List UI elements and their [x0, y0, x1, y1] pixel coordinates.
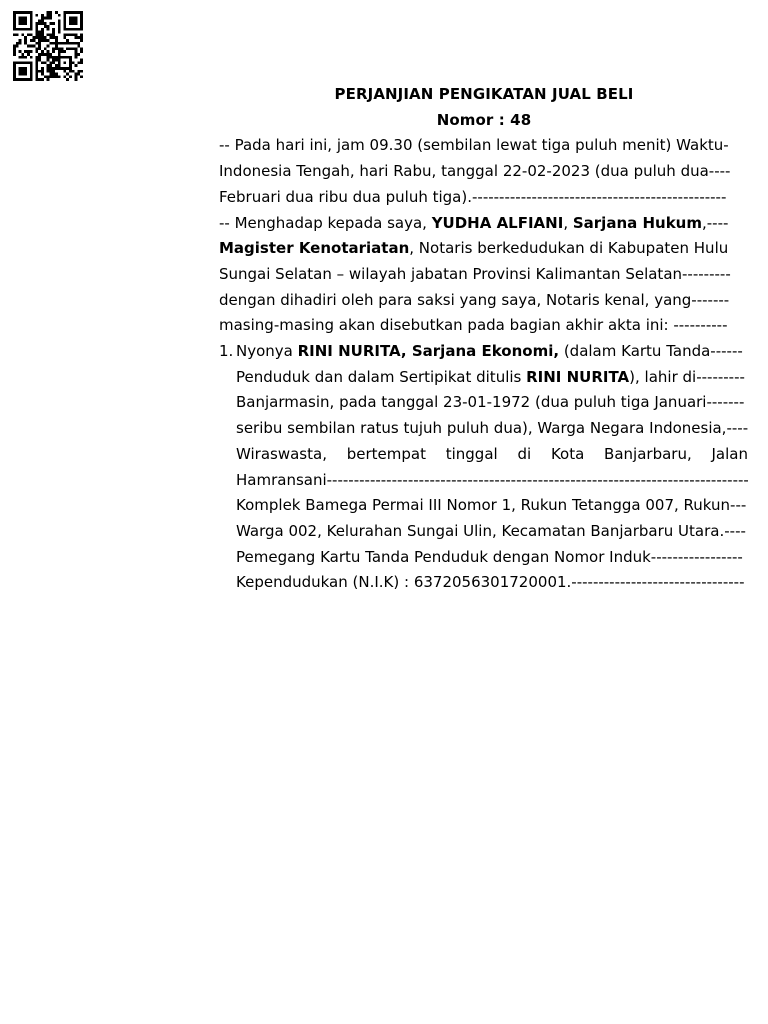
party-line-7: Komplek Bamega Permai III Nomor 1, Rukun Tetangga 007, Rukun--- [236, 496, 747, 515]
appearance-line-3: Sungai Selatan – wilayah jabatan Provinsi Kalimantan Selatan--------- [219, 264, 731, 283]
opening-line-1: -- Pada hari ini, jam 09.30 (sembilan lewat tiga puluh menit) Waktu- [219, 136, 729, 155]
party-item-1 [219, 339, 748, 596]
document-title: PERJANJIAN PENGIKATAN JUAL BELI [334, 85, 634, 103]
party-line-1: Nyonya RINI NURITA, Sarjana Ekonomi, (dalam Kartu Tanda------ [236, 342, 743, 361]
notary-name: YUDHA ALFIANI [431, 213, 564, 232]
appearance-line-2: Magister Kenotariatan, Notaris berkedudukan di Kabupaten Hulu [219, 239, 729, 258]
notary-degree-2: Magister Kenotariatan [219, 239, 410, 258]
party-number: 1. [219, 342, 234, 361]
opening-line-3: Februari dua ribu dua puluh tiga).----------------------------------------------- [219, 187, 727, 206]
document-number: Nomor : 48 [436, 110, 532, 129]
party-line-9: Pemegang Kartu Tanda Penduduk dengan Nomor Induk----------------- [236, 547, 743, 566]
appearance-line-4: dengan dihadiri oleh para saksi yang saya, Notaris kenal, yang------- [219, 290, 730, 309]
party-name: RINI NURITA, Sarjana Ekonomi, [297, 342, 560, 361]
notary-degree: Sarjana Hukum [572, 213, 702, 232]
party-line-3: Banjarmasin, pada tanggal 23-01-1972 (dua puluh tiga Januari------- [236, 393, 745, 412]
opening-line-2: Indonesia Tengah, hari Rabu, tanggal 22-02-2023 (dua puluh dua---- [219, 162, 731, 181]
party-line-5: Wiraswasta, bertempat tinggal di Kota Banjarbaru, Jalan [236, 444, 748, 463]
appearance-line-1: -- Menghadap kepada saya, YUDHA ALFIANI, Sarjana Hukum,---- [219, 213, 729, 232]
party-line-8: Warga 002, Kelurahan Sungai Ulin, Kecamatan Banjarbaru Utara.---- [236, 521, 746, 540]
deed-document [219, 82, 748, 596]
qr-code [11, 11, 85, 81]
party-line-10: Kependudukan (N.I.K) : 6372056301720001.-------------------------------- [236, 573, 745, 592]
party-line-6: Hamransani ----- [236, 468, 748, 494]
party-line-2: Penduduk dan dalam Sertipikat ditulis RINI NURITA), lahir di--------- [236, 367, 745, 386]
party-line-4: seribu sembilan ratus tujuh puluh dua), Warga Negara Indonesia,---- [236, 419, 748, 438]
party-name-certificate: RINI NURITA [526, 367, 630, 386]
appearance-line-5: masing-masing akan disebutkan pada bagian akhir akta ini: ---------- [219, 316, 728, 335]
